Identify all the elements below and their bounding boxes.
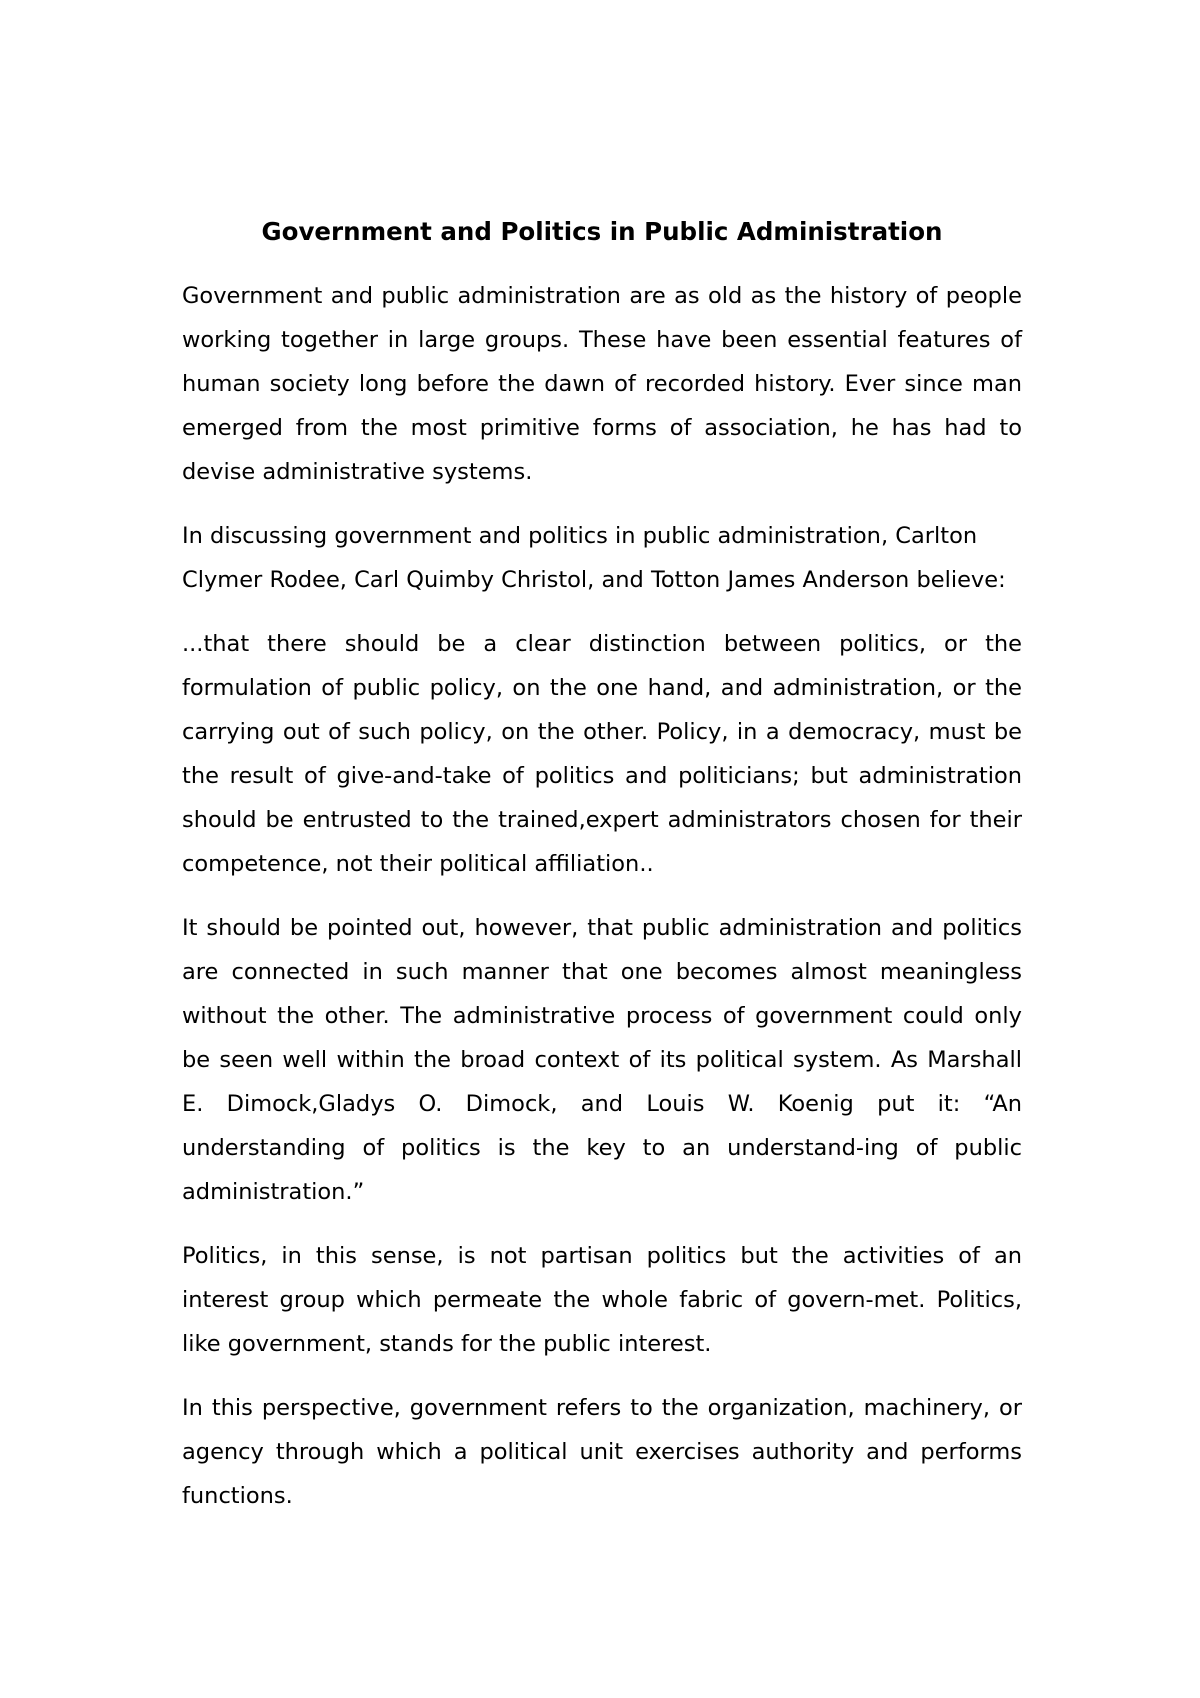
document-body: [182, 210, 1022, 1538]
paragraph-government-definition: In this perspective, government refers to the organization, machinery, or agency through which a political unit exercises authority and performs functions.: [182, 1395, 1022, 1509]
document-title: Government and Politics in Public Administration: [261, 217, 943, 246]
paragraph-politics-sense: Politics, in this sense, is not partisan politics but the activities of an interest group which permeate the whole fabric of govern-met. Politics, like government, stands for the public interest.: [182, 1243, 1022, 1357]
paragraph-dimock: It should be pointed out, however, that public administration and politics are connected in such manner that one becomes almost meaningless without the other. The administrative process of government could only be seen well within the broad context of its political system. As Marshall E. Dimock,Gladys O. Dimock, and Louis W. Koenig put it: “An understanding of politics is the key to an understand-ing of public administration.”: [182, 915, 1022, 1205]
paragraph-rodee-intro: In discussing government and politics in public administration, Carlton Clymer Rodee, Carl Quimby Christol, and Totton James Anderson believe:: [182, 523, 1006, 593]
paragraph-origins: Government and public administration are as old as the history of people working together in large groups. These have been essential features of human society long before the dawn of recorded history. Ever since man emerged from the most primitive forms of association, he has had to devise administrative systems.: [182, 283, 1022, 485]
paragraph-rodee-quote: ...that there should be a clear distinction between politics, or the formulation of public policy, on the one hand, and administration, or the carrying out of such policy, on the other. Policy, in a democracy, must be the result of give-and-take of politics and politicians; but administration should be entrusted to the trained,expert administrators chosen for their competence, not their political affiliation..: [182, 631, 1022, 877]
